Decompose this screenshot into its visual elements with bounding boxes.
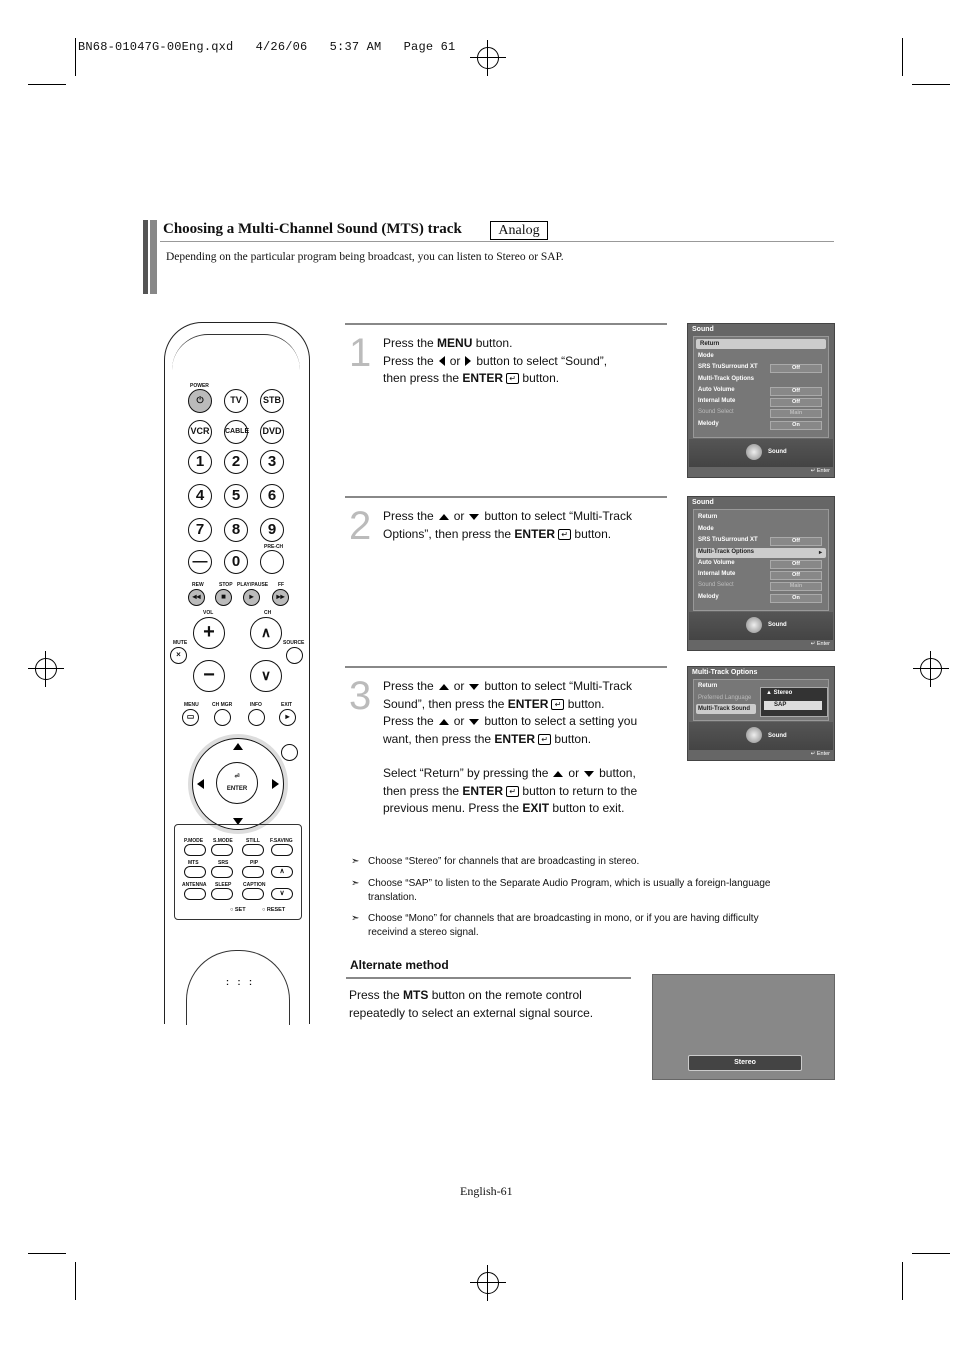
digit-2-button[interactable]: 2 — [224, 450, 248, 474]
ch-up-button[interactable]: ∧ — [250, 617, 282, 649]
osd-row-melody: Melody — [698, 594, 719, 600]
enter-icon: ↵ — [506, 373, 519, 384]
ch-up-small-button[interactable]: ∧ — [271, 866, 293, 878]
playpause-button[interactable]: ▸ — [243, 589, 260, 606]
note-text: Choose “Stereo” for channels that are broadcasting in stereo. — [368, 856, 640, 867]
osd-value-autovolume: Off — [770, 387, 822, 396]
osd-value-soundselect: Main — [770, 582, 822, 591]
vol-up-button[interactable]: + — [193, 617, 225, 649]
pip-label: PIP — [250, 860, 259, 866]
step-1 — [345, 323, 667, 493]
stereo-osd-screen — [652, 974, 835, 1080]
down-arrow-icon — [584, 771, 594, 777]
crop-mark — [902, 38, 903, 76]
digit-5-button[interactable]: 5 — [224, 484, 248, 508]
osd-title: Multi-Track Options — [692, 669, 758, 676]
osd-option-stereo: ▲ Stereo — [766, 690, 793, 696]
step-text: Press the or button to select “Multi-Track Sound”, then press the ENTER ↵ button. Press the or button to select a setting you want, then press the ENTER ↵ button. Select “Return” by pressing the or button, then press the ENTER ↵ button to return to the previous menu. Press the EXIT button to exit. — [383, 679, 638, 815]
sleep-label: SLEEP — [215, 882, 232, 888]
stb-button[interactable]: STB — [260, 389, 284, 413]
sleep-button[interactable] — [211, 888, 233, 900]
exit-button[interactable]: ▸ — [279, 709, 296, 726]
note-text: Choose “SAP” to listen to the Separate Audio Program, which is usually a foreign-language translation. — [368, 878, 771, 903]
mute-label: MUTE — [173, 640, 188, 646]
osd-row-autovolume: Auto Volume — [698, 387, 735, 393]
vol-label: VOL — [203, 610, 214, 616]
mts-button[interactable] — [184, 866, 206, 878]
digit-4-button[interactable]: 4 — [188, 484, 212, 508]
prech-button[interactable] — [260, 550, 284, 574]
osd-value-melody: On — [770, 594, 822, 603]
enter-icon: ↵ — [551, 699, 564, 710]
down-arrow-icon — [469, 719, 479, 725]
up-arrow-icon — [439, 514, 449, 520]
step-text: Press the MENU button. Press the or button to select “Sound”, then press the ENTER ↵ button. — [383, 336, 608, 385]
digit-3-button[interactable]: 3 — [260, 450, 284, 474]
stereo-osd-label: Stereo — [688, 1055, 802, 1071]
dash-button[interactable]: — — [188, 550, 212, 574]
rew-button[interactable]: ◂◂ — [188, 589, 205, 606]
ch-label: CH — [264, 610, 272, 616]
osd-row-return: Return — [700, 341, 720, 347]
left-arrow-icon — [439, 356, 445, 366]
down-arrow-icon — [469, 514, 479, 520]
pip-button[interactable] — [242, 866, 264, 878]
osd-value-internalmute: Off — [770, 571, 822, 580]
note-item — [351, 912, 791, 942]
navigation-pad[interactable] — [192, 738, 284, 830]
source-button[interactable] — [286, 647, 303, 664]
stop-label: STOP — [219, 582, 233, 588]
osd-row-autovolume: Auto Volume — [698, 560, 735, 566]
digit-8-button[interactable]: 8 — [224, 518, 248, 542]
srs-label: SRS — [218, 860, 229, 866]
remote-control-illustration — [164, 322, 310, 1024]
enter-icon: ↵ — [506, 786, 519, 797]
osd-option-highlight — [764, 701, 822, 710]
osd-row-soundselect: Sound Select — [698, 582, 734, 588]
step-number: 2 — [349, 504, 372, 548]
note-arrow-icon: ➣ — [351, 856, 360, 867]
note-item — [351, 877, 791, 907]
osd-value-srs: Off — [770, 364, 822, 373]
osd-value-internalmute: Off — [770, 398, 822, 407]
enter-button[interactable] — [216, 762, 258, 804]
crop-mark — [912, 84, 950, 85]
digit-7-button[interactable]: 7 — [188, 518, 212, 542]
srs-button[interactable] — [211, 866, 233, 878]
crop-mark — [912, 1253, 950, 1254]
step-number: 1 — [349, 331, 372, 375]
ch-down-small-button[interactable]: ∨ — [271, 888, 293, 900]
power-button[interactable]: ⏻ — [188, 389, 212, 413]
power-label: POWER — [190, 383, 209, 389]
osd-row-srs: SRS TruSurround XT — [698, 364, 758, 370]
osd-enter-hint: ↵ Enter — [810, 751, 830, 757]
still-button[interactable] — [242, 844, 264, 856]
osd-row-srs: SRS TruSurround XT — [698, 537, 758, 543]
file-header: BN68-01047G-00Eng.qxd 4/26/06 5:37 AM Page 61 — [78, 40, 456, 54]
info-label: INFO — [250, 702, 262, 708]
osd-enter-hint: ↵ Enter — [810, 468, 830, 474]
antenna-label: ANTENNA — [182, 882, 207, 888]
nav-up-arrow-icon[interactable] — [233, 743, 243, 750]
registration-mark — [913, 651, 949, 687]
nav-right-arrow-icon[interactable] — [272, 779, 279, 789]
osd-footer-label: Sound — [768, 449, 787, 455]
up-arrow-icon — [439, 719, 449, 725]
analog-badge: Analog — [490, 221, 548, 240]
osd-value-soundselect: Main — [770, 409, 822, 418]
note-arrow-icon: ➣ — [351, 878, 360, 889]
crop-mark — [902, 1262, 903, 1300]
osd-row-internalmute: Internal Mute — [698, 571, 736, 577]
osd-submenu-arrow-icon: ▸ — [819, 550, 823, 556]
speaker-icon — [746, 617, 762, 633]
note-item — [351, 855, 791, 871]
still-label: STILL — [246, 838, 260, 844]
caption-label: CAPTION — [243, 882, 266, 888]
note-text: Choose “Mono” for channels that are broadcasting in mono, or if you are having difficulty receivind a stereo signal. — [368, 913, 759, 938]
chmgr-label: CH MGR — [212, 702, 233, 708]
osd-row-multitrack: Multi-Track Options — [698, 376, 755, 382]
vol-down-button[interactable]: − — [193, 660, 225, 692]
ir-dots: : : : — [226, 977, 255, 987]
section-description: Depending on the particular program being broadcast, you can listen to Stereo or SAP. — [166, 251, 564, 263]
source-label: SOURCE — [283, 640, 305, 646]
fsaving-label: F.SAVING — [270, 838, 293, 844]
osd-title: Sound — [692, 326, 714, 333]
digit-6-button[interactable]: 6 — [260, 484, 284, 508]
osd-row-internalmute: Internal Mute — [698, 398, 736, 404]
osd-row-return: Return — [698, 683, 718, 689]
pmode-label: P.MODE — [184, 838, 204, 844]
osd-value-melody: On — [770, 421, 822, 430]
osd-value-autovolume: Off — [770, 560, 822, 569]
note-arrow-icon: ➣ — [351, 913, 360, 924]
digit-0-button[interactable]: 0 — [224, 550, 248, 574]
osd-value-srs: Off — [770, 537, 822, 546]
cable-button[interactable]: CABLE — [224, 420, 248, 444]
reset-label: ○ RESET — [262, 907, 286, 913]
step-text: Press the or button to select “Multi-Track Options”, then press the ENTER ↵ button. — [383, 509, 632, 541]
section-rule — [160, 241, 834, 242]
info-button[interactable] — [248, 709, 265, 726]
crop-mark — [75, 1262, 76, 1300]
osd-row-soundselect: Sound Select — [698, 409, 734, 415]
enter-icon: ⏎ — [234, 774, 240, 780]
registration-mark — [470, 1265, 506, 1301]
up-arrow-icon — [553, 771, 563, 777]
right-arrow-icon — [465, 356, 471, 366]
section-title: Choosing a Multi-Channel Sound (MTS) track — [163, 221, 462, 237]
ch-down-button[interactable]: ∨ — [250, 660, 282, 692]
enter-label: ENTER — [226, 786, 248, 792]
tv-button[interactable]: TV — [224, 389, 248, 413]
registration-mark — [28, 651, 64, 687]
dvd-button[interactable]: DVD — [260, 420, 284, 444]
speaker-icon — [746, 727, 762, 743]
crop-mark — [28, 84, 66, 85]
fsaving-button[interactable] — [271, 844, 293, 856]
playpause-label: PLAY/PAUSE — [237, 582, 269, 588]
caption-button[interactable] — [242, 888, 264, 900]
osd-title: Sound — [692, 499, 714, 506]
chmgr-button[interactable] — [214, 709, 231, 726]
osd-footer-label: Sound — [768, 622, 787, 628]
alternate-method-title: Alternate method — [350, 958, 449, 972]
enter-icon: ↵ — [558, 529, 571, 540]
menu-label: MENU — [184, 702, 199, 708]
osd-row-multitrack-sound: Multi-Track Sound — [698, 706, 751, 712]
osd-row-melody: Melody — [698, 421, 719, 427]
osd-option-sap: SAP — [774, 702, 787, 708]
down-arrow-icon — [469, 684, 479, 690]
mute-button[interactable]: × — [170, 647, 187, 664]
step-number: 3 — [349, 674, 372, 718]
rew-label: REW — [192, 582, 204, 588]
osd-sound-menu-2 — [687, 496, 835, 651]
nav-left-arrow-icon[interactable] — [197, 779, 204, 789]
osd-row-mode: Mode — [698, 526, 714, 532]
osd-row-return: Return — [698, 514, 718, 520]
digit-9-button[interactable]: 9 — [260, 518, 284, 542]
stop-button[interactable]: ■ — [215, 589, 232, 606]
set-label: ○ SET — [230, 907, 246, 913]
smode-label: S.MODE — [213, 838, 233, 844]
step-2 — [345, 496, 667, 664]
up-arrow-icon — [439, 684, 449, 690]
prech-label: PRE-CH — [264, 544, 284, 550]
mts-label: MTS — [188, 860, 199, 866]
osd-footer-label: Sound — [768, 733, 787, 739]
page-number: English-61 — [460, 1184, 513, 1198]
osd-row-preferred-language: Preferred Language — [698, 695, 752, 701]
ff-button[interactable]: ▸▸ — [272, 589, 289, 606]
antenna-button[interactable] — [184, 888, 206, 900]
step-3 — [345, 666, 667, 846]
exit-label: EXIT — [281, 702, 293, 708]
speaker-icon — [746, 444, 762, 460]
registration-mark — [470, 40, 506, 76]
enter-icon: ↵ — [538, 734, 551, 745]
vcr-button[interactable]: VCR — [188, 420, 212, 444]
osd-row-mode: Mode — [698, 353, 714, 359]
alternate-method-text: Press the MTS button on the remote control repeatedly to select an external signal source. — [349, 988, 594, 1020]
osd-enter-hint: ↵ Enter — [810, 641, 830, 647]
crop-mark — [28, 1253, 66, 1254]
pmode-button[interactable] — [184, 844, 206, 856]
digit-1-button[interactable]: 1 — [188, 450, 212, 474]
osd-row-multitrack: Multi-Track Options — [698, 549, 755, 555]
light-button[interactable] — [281, 744, 298, 761]
osd-sound-menu-1 — [687, 323, 835, 478]
alternate-method-rule — [346, 977, 631, 979]
ff-label: FF — [278, 582, 285, 588]
crop-mark — [75, 38, 76, 76]
menu-button[interactable]: ▭ — [182, 709, 199, 726]
smode-button[interactable] — [211, 844, 233, 856]
section-bar — [143, 220, 157, 294]
osd-multitrack-options — [687, 666, 835, 761]
